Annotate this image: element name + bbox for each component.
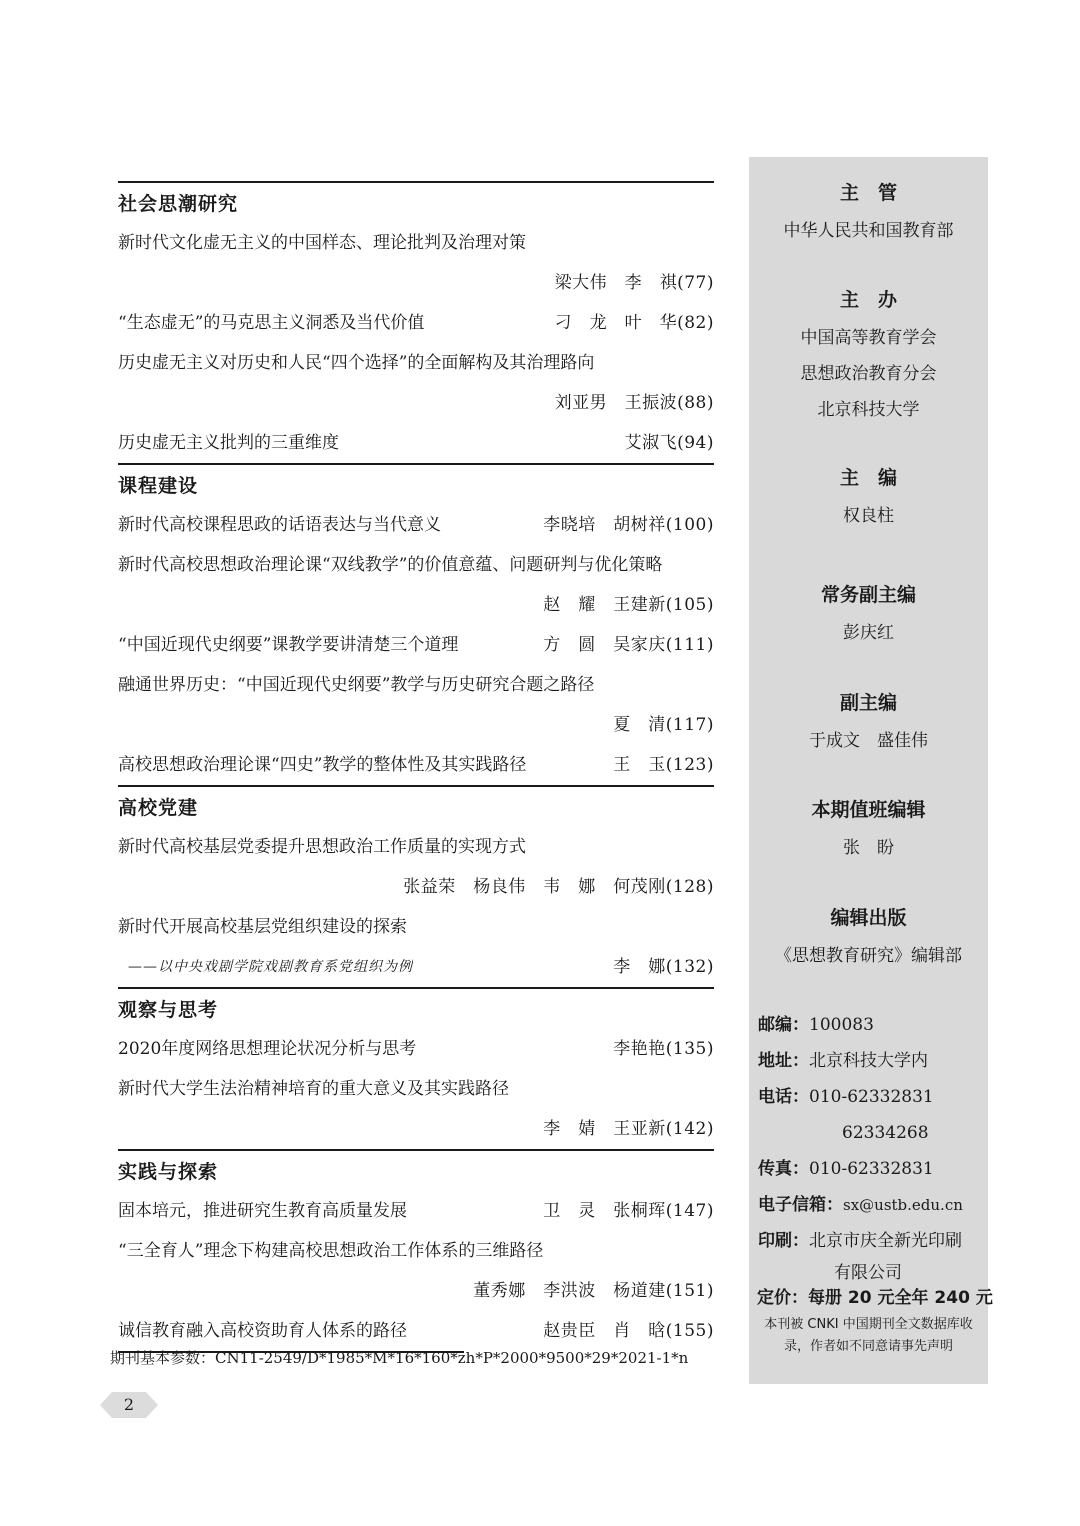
- toc-entry[interactable]: [118, 665, 714, 705]
- article-authors-page: 方 圆 吴家庆(111): [543, 635, 714, 655]
- toc-entry[interactable]: [118, 827, 714, 867]
- section-title: 观察与思考: [118, 999, 219, 1021]
- article-title: “中国近现代史纲要”课教学要讲清楚三个道理: [118, 635, 459, 655]
- article-authors-page: 卫 灵 张桐珲(147): [543, 1201, 714, 1221]
- deputy-value: 于成文 盛佳伟: [809, 731, 928, 751]
- duty-editor-value: 张 盼: [843, 838, 894, 858]
- article-authors-page: 李晓培 胡树祥(100): [543, 515, 714, 535]
- toc-entry[interactable]: [118, 867, 714, 907]
- postcode-line: 邮编：100083: [758, 1015, 874, 1035]
- article-title: “生态虚无”的马克思主义洞悉及当代价值: [118, 313, 425, 333]
- sponsor-item: 北京科技大学: [817, 400, 920, 420]
- toc-entry[interactable]: [118, 1231, 714, 1271]
- toc-section: [118, 463, 714, 785]
- article-title: 固本培元，推进研究生教育高质量发展: [118, 1201, 407, 1221]
- exec-deputy-value: 彭庆红: [843, 623, 894, 643]
- article-authors-page: 张益荣 杨良伟 韦 娜 何茂刚(128): [403, 877, 714, 897]
- page-number-badge: [100, 1392, 158, 1418]
- price: 定价：每册 20 元全年 240 元: [757, 1288, 993, 1308]
- article-title: 新时代高校课程思政的话语表达与当代意义: [118, 515, 441, 535]
- deputy-block: [749, 685, 988, 759]
- article-title: 2020年度网络思想理论状况分析与思考: [118, 1039, 417, 1059]
- toc-section: [118, 785, 714, 987]
- article-title: 新时代大学生法治精神培育的重大意义及其实践路径: [118, 1079, 509, 1099]
- article-title: 融通世界历史：“中国近现代史纲要”教学与历史研究合题之路径: [118, 675, 595, 695]
- article-subtitle: ——以中央戏剧学院戏剧教育系党组织为例: [128, 959, 413, 975]
- masthead-sidebar: [749, 157, 993, 1384]
- toc-entry[interactable]: [118, 263, 714, 303]
- editor-value: 权良柱: [843, 506, 894, 526]
- duty-editor-label: 本期值班编辑: [811, 799, 926, 821]
- address-line: 地址：北京科技大学内: [758, 1051, 928, 1071]
- phone-line-2: [758, 1115, 986, 1151]
- sponsor-item: 中国高等教育学会: [800, 328, 937, 348]
- postcode: 100083: [809, 1015, 874, 1035]
- article-title: “三全育人”理念下构建高校思想政治工作体系的三维路径: [118, 1241, 544, 1261]
- sponsor-item: 思想政治教育分会: [800, 364, 937, 384]
- sponsor-block: [749, 282, 988, 428]
- fax-line: 传真：010-62332831: [758, 1159, 934, 1179]
- toc-entry[interactable]: [118, 383, 714, 423]
- article-title: 新时代高校思想政治理论课“双线教学”的价值意蕴、问题研判与优化策略: [118, 555, 663, 575]
- email-line: 电子信箱：sx@ustb.edu.cn: [758, 1195, 963, 1215]
- exec-deputy-label: 常务副主编: [820, 584, 916, 606]
- article-authors-page: 王 玉(123): [613, 755, 714, 775]
- duty-editor-block: [749, 792, 988, 866]
- article-title: 新时代高校基层党委提升思想政治工作质量的实现方式: [118, 837, 526, 857]
- article-authors-page: 董秀娜 李洪波 杨道建(151): [473, 1281, 714, 1301]
- section-title: 社会思潮研究: [118, 193, 239, 215]
- exec-deputy-block: [749, 577, 988, 651]
- toc-entry[interactable]: [118, 1311, 714, 1351]
- toc-entry[interactable]: [118, 585, 714, 625]
- section-title: 实践与探索: [118, 1161, 219, 1183]
- article-authors-page: 赵贵臣 肖 晗(155): [543, 1321, 714, 1341]
- article-authors-page: 赵 耀 王建新(105): [543, 595, 714, 615]
- deputy-label: 副主编: [839, 692, 897, 714]
- publisher-block: [749, 900, 988, 974]
- toc-section: [118, 1149, 714, 1351]
- section-title: 高校党建: [118, 797, 199, 819]
- phone-line: 电话：010-62332831: [758, 1087, 934, 1107]
- contact-info: [758, 1007, 986, 1287]
- toc-entry[interactable]: [118, 1069, 714, 1109]
- toc-entry[interactable]: [118, 223, 714, 263]
- toc-section: [118, 987, 714, 1149]
- toc-entry[interactable]: [118, 1271, 714, 1311]
- competent-block: [749, 175, 988, 249]
- editor-label: 主 编: [839, 467, 897, 489]
- toc-entry[interactable]: [118, 907, 714, 947]
- address: 北京科技大学内: [809, 1051, 928, 1071]
- toc-entry[interactable]: [118, 625, 714, 665]
- journal-parameters: 期刊基本参数：CN11-2549/D*1985*M*16*160*zh*P*2000*9500*29*2021-1*n: [110, 1349, 689, 1367]
- article-authors-page: 李艳艳(135): [613, 1039, 714, 1059]
- article-title: 新时代开展高校基层党组织建设的探索: [118, 917, 407, 937]
- toc-entry[interactable]: [118, 505, 714, 545]
- publisher-label: 编辑出版: [830, 907, 907, 929]
- toc-entry[interactable]: [118, 705, 714, 745]
- toc-entry[interactable]: [118, 1191, 714, 1231]
- section-title: 课程建设: [118, 475, 199, 497]
- article-authors-page: 夏 清(117): [613, 715, 714, 735]
- fax: 010-62332831: [809, 1159, 934, 1179]
- toc-entry[interactable]: [118, 343, 714, 383]
- competent-value: 中华人民共和国教育部: [783, 221, 954, 241]
- toc-section: [118, 181, 714, 463]
- article-title: 新时代文化虚无主义的中国样态、理论批判及治理对策: [118, 233, 526, 253]
- toc-entry[interactable]: [118, 1109, 714, 1149]
- phone: 010-62332831: [809, 1087, 934, 1107]
- article-authors-page: 梁大伟 李 祺(77): [554, 273, 714, 293]
- toc-entry[interactable]: [118, 545, 714, 585]
- toc-entry[interactable]: [118, 1029, 714, 1069]
- publisher-value: 《思想教育研究》编辑部: [775, 946, 962, 966]
- database-notice: 本刊被 CNKI 中国期刊全文数据库收 录，作者如不同意请事先声明: [764, 1317, 973, 1354]
- article-authors-page: 艾淑飞(94): [624, 433, 714, 453]
- competent-label: 主 管: [839, 182, 897, 204]
- printer: 北京市庆全新光印刷: [809, 1231, 962, 1251]
- toc-entry[interactable]: [118, 745, 714, 785]
- article-title: 历史虚无主义批判的三重维度: [118, 433, 339, 453]
- article-authors-page: 李 婧 王亚新(142): [543, 1119, 714, 1139]
- article-authors-page: 李 娜(132): [613, 957, 714, 977]
- printer-line: 印刷：北京市庆全新光印刷: [758, 1231, 962, 1251]
- email: sx@ustb.edu.cn: [843, 1196, 963, 1214]
- toc-entry[interactable]: [118, 303, 714, 343]
- phone: 62334268: [842, 1123, 929, 1143]
- article-title: 高校思想政治理论课“四史”教学的整体性及其实践路径: [118, 755, 527, 775]
- sponsor-label: 主 办: [839, 289, 897, 311]
- printer-line-2: 有限公司: [834, 1263, 902, 1283]
- page-number: 2: [123, 1395, 135, 1414]
- editor-block: [749, 460, 988, 534]
- article-authors-page: 刁 龙 叶 华(82): [554, 313, 714, 333]
- toc-entry[interactable]: [118, 947, 714, 987]
- toc-entry[interactable]: [118, 423, 714, 463]
- article-authors-page: 刘亚男 王振波(88): [554, 393, 714, 413]
- table-of-contents: [118, 181, 714, 1353]
- article-title: 诚信教育融入高校资助育人体系的路径: [118, 1321, 407, 1341]
- article-title: 历史虚无主义对历史和人民“四个选择”的全面解构及其治理路向: [118, 353, 595, 373]
